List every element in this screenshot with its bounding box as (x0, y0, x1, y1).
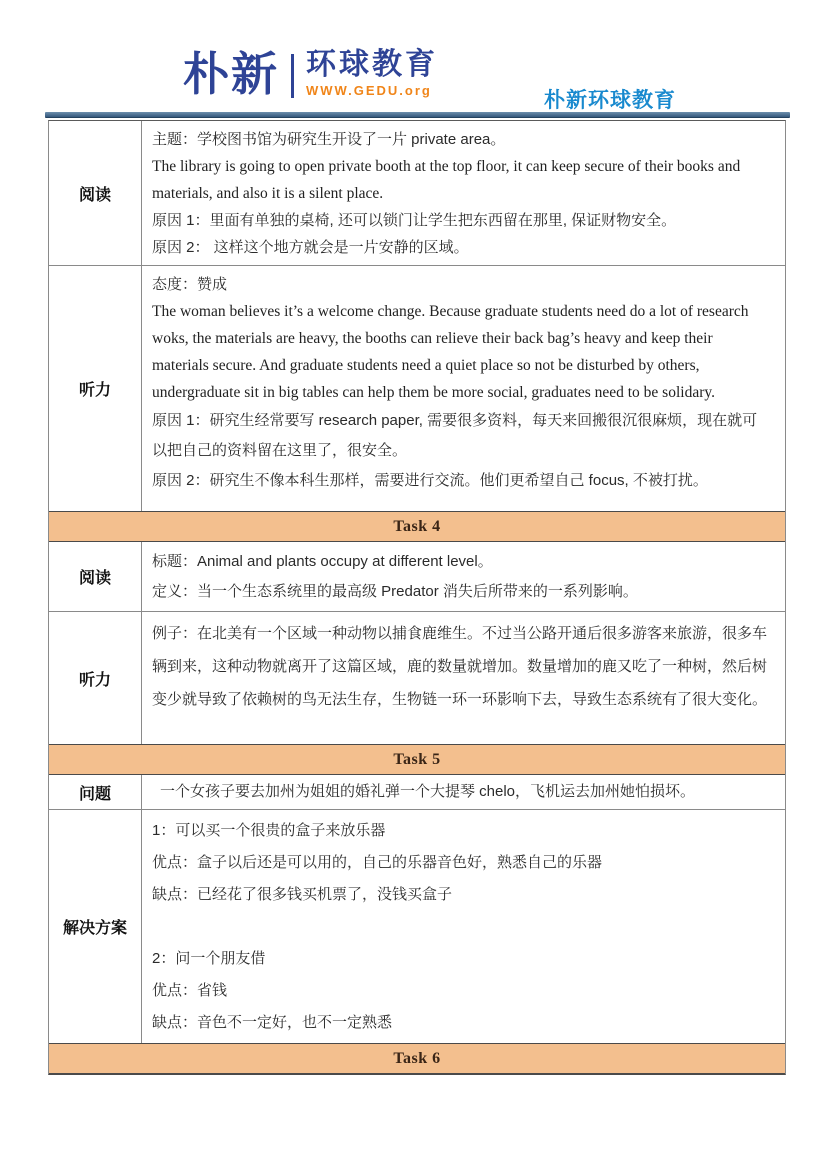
table-row-solution-task5 (49, 809, 785, 1043)
paragraph: 标题：Animal and plants occupy at different level。 (152, 553, 493, 570)
task-banner-title: Task 4 (393, 517, 441, 535)
paragraph: 原因 1：里面有单独的桌椅, 还可以锁门让学生把东西留在那里, 保证财物安全。 (152, 212, 677, 229)
row-content (142, 266, 785, 511)
task-banner-task5 (49, 744, 785, 775)
task-banner-title: Task 6 (393, 1049, 441, 1067)
task-banner-title: Task 5 (393, 750, 441, 768)
paragraph: 例子：在北美有一个区域一种动物以捕食鹿维生。不过当公路开通后很多游客来旅游，很多车辆到来，这种动物就离开了这篇区域，鹿的数量就增加。数量增加的鹿又吃了一种树，然后树变少就导致了依赖树的鸟无法生存，生物链一环一环影响下去，导致生态系统有了很大变化。 (152, 625, 768, 708)
row-label: 阅读 (49, 121, 142, 265)
row-content (142, 775, 785, 809)
paragraph: 定义：当一个生态系统里的最高级 Predator 消失后所带来的一系列影响。 (152, 583, 638, 600)
paragraph: 主题：学校图书馆为研究生开设了一片 private area。 (152, 131, 506, 148)
paragraph: 原因 2：研究生不像本科生那样，需要进行交流。他们更希望自己 focus, 不被打扰。 (152, 472, 708, 489)
task-banner-task6 (49, 1043, 785, 1074)
page-header (0, 0, 828, 113)
row-content (142, 121, 785, 265)
table-row-question-task5 (49, 775, 785, 809)
logo-right-block (306, 48, 438, 98)
paragraph: The library is going to open private booth at the top floor, it can keep secure of their books and materials, and also it is a silent place. (152, 158, 741, 202)
table-row-listening-task4 (49, 611, 785, 744)
notes-table (48, 120, 786, 1075)
header-company-title: 朴新环球教育 (544, 89, 676, 112)
row-label: 问题 (49, 775, 142, 809)
table-row-reading-task3 (49, 121, 785, 265)
row-content (142, 542, 785, 611)
paragraph: 原因 1：研究生经常要写 research paper, 需要很多资料，每天来回搬很沉很麻烦，现在就可以把自己的资料留在这里了，很安全。 (152, 412, 758, 459)
logo-url-text: WWW.GEDU.org (306, 83, 432, 98)
paragraph: 原因 2： 这样这个地方就会是一片安静的区域。 (152, 239, 469, 256)
table-row-listening-task3 (49, 265, 785, 511)
paragraph: 态度：赞成 (152, 276, 228, 293)
row-label: 解决方案 (49, 810, 142, 1043)
row-label: 听力 (49, 266, 142, 511)
table-row-reading-task4 (49, 542, 785, 611)
paragraph: 缺点：已经花了很多钱买机票了，没钱买盒子 (152, 886, 453, 903)
paragraph: 优点：省钱 (152, 982, 228, 999)
paragraph: The woman believes it’s a welcome change. Because graduate students need do a lot of research woks, the materials are heavy, the booths can relieve their back bag’s heavy and keep their materials secure. And graduate students need a quiet place so not be disturbed by others, undergraduate sit in big tables can help them be more social, graduates need to be solidary. (152, 303, 749, 401)
row-label: 听力 (49, 612, 142, 744)
paragraph: 2：问一个朋友借 (152, 950, 266, 967)
task-banner-task4 (49, 511, 785, 542)
row-label: 阅读 (49, 542, 142, 611)
row-content (142, 612, 785, 744)
row-content (142, 810, 785, 1043)
header-rule (45, 112, 790, 118)
paragraph: 缺点：音色不一定好，也不一定熟悉 (152, 1014, 393, 1031)
paragraph: 优点：盒子以后还是可以用的，自己的乐器音色好，熟悉自己的乐器 (152, 854, 603, 871)
paragraph: 1：可以买一个很贵的盒子来放乐器 (152, 822, 386, 839)
logo-brand-text: 朴新 (183, 48, 279, 100)
logo-name-text: 环球教育 (306, 48, 438, 81)
paragraph: 一个女孩子要去加州为姐姐的婚礼弹一个大提琴 chelo，飞机运去加州她怕损坏。 (160, 783, 696, 800)
gedu-logo (183, 48, 438, 100)
logo-divider (291, 54, 294, 98)
